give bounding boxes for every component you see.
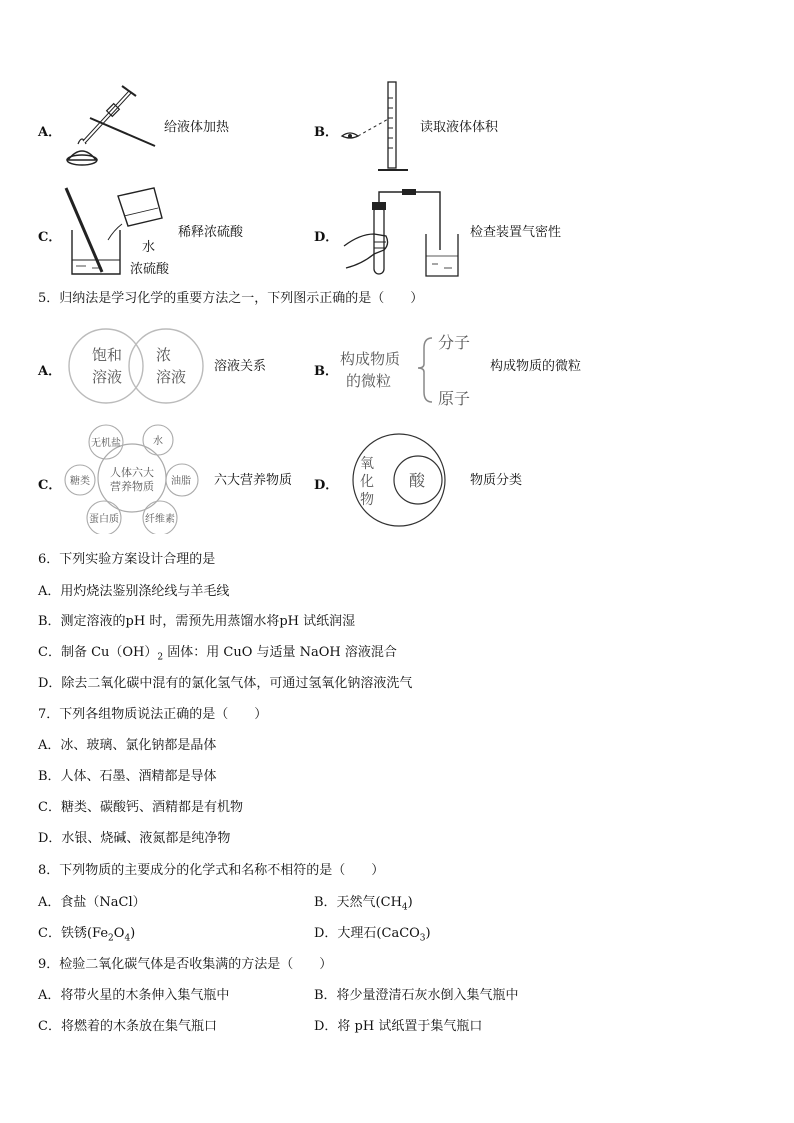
option-caption: 检查装置气密性 bbox=[470, 225, 562, 240]
venn-label: 浓 bbox=[156, 346, 172, 364]
outer-label: 物 bbox=[360, 492, 374, 508]
q8-option-a: A．食盐（NaCl） bbox=[38, 895, 146, 910]
question-8-stem: 8．下列物质的主要成分的化学式和名称不相符的是（ ） bbox=[38, 863, 385, 878]
nutrients-center-label: 营养物质 bbox=[110, 480, 154, 493]
brace-bottom-label: 原子 bbox=[438, 389, 471, 408]
option-letter: C． bbox=[38, 478, 62, 493]
q6-option-b: B．测定溶液的pH 时，需预先用蒸馏水将pH 试纸润湿 bbox=[38, 614, 356, 629]
venn-label: 溶液 bbox=[156, 368, 187, 386]
q8-option-c-pre: C．铁锈(Fe bbox=[38, 926, 109, 941]
solution-venn-figure bbox=[62, 326, 212, 408]
q6-option-d: D．除去二氧化碳中混有的氯化氢气体，可通过氢氧化钠溶液洗气 bbox=[38, 676, 413, 691]
subscript: 2 bbox=[108, 933, 114, 944]
venn-label: 溶液 bbox=[92, 368, 123, 386]
option-letter: A． bbox=[38, 125, 62, 140]
option-caption: 构成物质的微粒 bbox=[490, 359, 582, 374]
q9-option-a: A．将带火星的木条伸入集气瓶中 bbox=[38, 988, 230, 1003]
brace-top-label: 分子 bbox=[438, 333, 471, 352]
q9-option-b: B．将少量澄清石灰水倒入集气瓶中 bbox=[314, 988, 519, 1003]
q8-option-c-mid: O bbox=[113, 926, 125, 941]
option-caption: 稀释浓硫酸 bbox=[178, 225, 244, 240]
subscript: 4 bbox=[124, 933, 131, 944]
q8-option-d-pre: D．大理石(CaCO bbox=[314, 926, 420, 941]
nutrients-figure bbox=[62, 422, 202, 534]
option-caption: 物质分类 bbox=[470, 473, 523, 488]
q8-option-c-post: ) bbox=[130, 926, 136, 941]
heating-liquid-figure bbox=[60, 82, 160, 172]
question-6-stem: 6．下列实验方案设计合理的是 bbox=[38, 552, 216, 567]
option-letter: B． bbox=[314, 364, 338, 379]
subscript: 4 bbox=[401, 902, 408, 913]
question-9-stem: 9．检验二氧化碳气体是否收集满的方法是（ ） bbox=[38, 957, 333, 972]
acid-label: 浓硫酸 bbox=[130, 262, 170, 277]
q8-option-d bbox=[314, 926, 431, 942]
option-letter: D． bbox=[314, 478, 339, 493]
q6-option-c-post: 固体：用 CuO 与适量 NaOH 溶液混合 bbox=[163, 645, 397, 660]
option-caption: 给液体加热 bbox=[164, 120, 230, 135]
option-caption: 溶液关系 bbox=[214, 359, 267, 374]
outer-label: 氧 bbox=[360, 456, 374, 472]
water-label: 水 bbox=[142, 240, 156, 255]
q6-option-c bbox=[38, 645, 397, 661]
q8-option-b-pre: B．天然气(CH bbox=[314, 895, 402, 910]
inner-label: 酸 bbox=[409, 471, 426, 490]
nutrient-label: 糖类 bbox=[70, 476, 90, 487]
q8-option-b bbox=[314, 895, 413, 911]
brace-left-label: 构成物质 bbox=[340, 350, 401, 368]
brace-left-label: 的微粒 bbox=[346, 372, 392, 390]
nutrient-label: 纤维素 bbox=[145, 514, 175, 525]
particle-brace-figure bbox=[336, 326, 486, 410]
q9-option-d: D．将 pH 试纸置于集气瓶口 bbox=[314, 1019, 483, 1034]
option-caption: 读取液体体积 bbox=[420, 120, 499, 135]
subscript: 2 bbox=[157, 652, 164, 663]
q9-option-c: C．将燃着的木条放在集气瓶口 bbox=[38, 1019, 217, 1034]
question-7-stem: 7．下列各组物质说法正确的是（ ） bbox=[38, 707, 268, 722]
q7-option-a: A．冰、玻璃、氯化钠都是晶体 bbox=[38, 738, 217, 753]
outer-label: 化 bbox=[360, 474, 374, 490]
subscript: 3 bbox=[419, 933, 426, 944]
option-letter: D． bbox=[314, 230, 339, 245]
q6-option-a: A．用灼烧法鉴别涤纶线与羊毛线 bbox=[38, 584, 230, 599]
q7-option-d: D．水银、烧碱、液氮都是纯净物 bbox=[38, 831, 231, 846]
q8-option-c bbox=[38, 926, 135, 942]
option-letter: B． bbox=[314, 125, 338, 140]
reading-volume-figure bbox=[338, 78, 418, 178]
option-letter: C． bbox=[38, 230, 62, 245]
nutrient-label: 无机盐 bbox=[91, 438, 121, 449]
venn-label: 饱和 bbox=[92, 346, 123, 364]
option-letter: A． bbox=[38, 364, 62, 379]
classification-figure bbox=[338, 432, 460, 528]
question-5-stem: 5．归纳法是学习化学的重要方法之一，下列图示正确的是（ ） bbox=[38, 291, 424, 306]
q6-option-c-pre: C．制备 Cu（OH） bbox=[38, 645, 158, 660]
nutrient-label: 蛋白质 bbox=[89, 514, 119, 525]
q8-option-b-post: ) bbox=[407, 895, 413, 910]
nutrient-label: 油脂 bbox=[171, 476, 191, 487]
option-caption: 六大营养物质 bbox=[214, 473, 293, 488]
q7-option-c: C．糖类、碳酸钙、酒精都是有机物 bbox=[38, 800, 243, 815]
q8-option-d-post: ) bbox=[425, 926, 431, 941]
q7-option-b: B．人体、石墨、酒精都是导体 bbox=[38, 769, 217, 784]
airtightness-check-figure bbox=[340, 184, 468, 280]
nutrients-center-label: 人体六大 bbox=[110, 466, 154, 479]
nutrient-label: 水 bbox=[153, 436, 163, 447]
